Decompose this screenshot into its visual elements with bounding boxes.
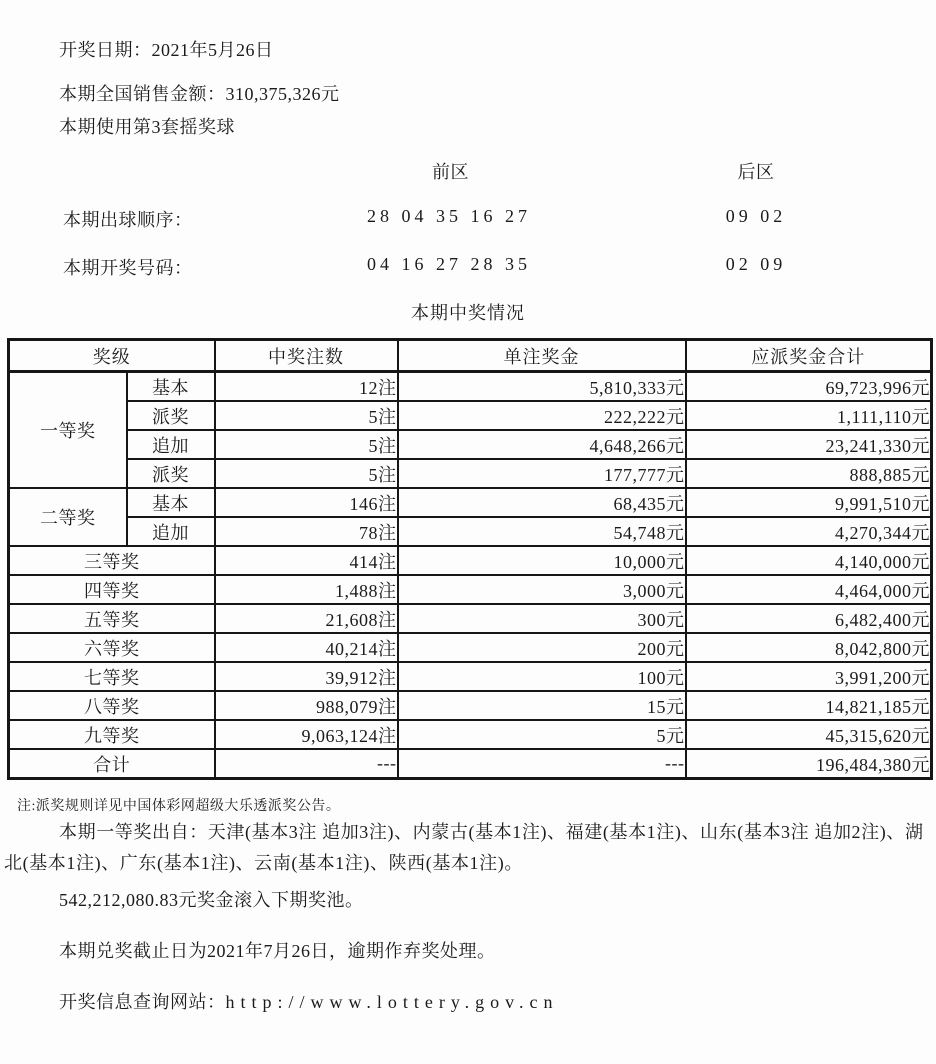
draw-order-label: 本期出球顺序： — [63, 210, 193, 230]
header-level: 奖级 — [9, 340, 215, 372]
single-prize-cell: 5,810,333元 — [398, 372, 686, 402]
count-cell: 9,063,124注 — [215, 720, 398, 749]
count-cell: --- — [215, 749, 398, 779]
table-row — [9, 662, 932, 691]
total-prize-cell: 8,042,800元 — [686, 633, 932, 662]
header-count: 中奖注数 — [215, 340, 398, 372]
count-cell: 146注 — [215, 488, 398, 517]
level-cell: 五等奖 — [9, 604, 215, 633]
level-cell: 二等奖 — [9, 488, 127, 546]
winning-numbers-label: 本期开奖号码： — [63, 258, 193, 278]
single-prize-cell: 3,000元 — [398, 575, 686, 604]
count-cell: 414注 — [215, 546, 398, 575]
table-row — [9, 633, 932, 662]
winning-back-numbers: 02 09 — [725, 254, 787, 274]
count-cell: 40,214注 — [215, 633, 398, 662]
level-cell: 八等奖 — [9, 691, 215, 720]
website-url: http://www.lottery.gov.cn — [225, 992, 559, 1012]
count-cell: 5注 — [215, 401, 398, 430]
website-line — [59, 988, 558, 1014]
payout-rule-note: 注:派奖规则详见中国体彩网超级大乐透派奖公告。 — [17, 799, 341, 814]
first-prize-origin-paragraph: 本期一等奖出自：天津(基本3注 追加3注)、内蒙古(基本1注)、福建(基本1注)、山东(基本3注 追加2注)、湖北(基本1注)、广东(基本1注)、云南(基本1注)、陕西(基本1注)。 — [4, 822, 924, 873]
total-prize-cell: 6,482,400元 — [686, 604, 932, 633]
subtype-cell: 派奖 — [127, 459, 215, 488]
table-row — [9, 575, 932, 604]
sales-amount-line — [59, 80, 340, 106]
draw-date-value: 2021年5月26日 — [151, 40, 274, 60]
total-prize-cell: 23,241,330元 — [686, 430, 932, 459]
count-cell: 5注 — [215, 459, 398, 488]
level-cell: 四等奖 — [9, 575, 215, 604]
single-prize-cell: --- — [398, 749, 686, 779]
draw-order-back-numbers: 09 02 — [725, 206, 787, 226]
total-prize-cell: 69,723,996元 — [686, 372, 932, 402]
table-row — [9, 430, 932, 459]
table-row — [9, 459, 932, 488]
total-prize-cell: 4,270,344元 — [686, 517, 932, 546]
level-cell: 三等奖 — [9, 546, 215, 575]
level-cell: 九等奖 — [9, 720, 215, 749]
single-prize-cell: 4,648,266元 — [398, 430, 686, 459]
prize-table-header-row — [9, 340, 932, 372]
redeem-deadline-line: 本期兑奖截止日为2021年7月26日，逾期作弃奖处理。 — [59, 941, 496, 961]
ball-set-line: 本期使用第3套摇奖球 — [59, 117, 235, 137]
single-prize-cell: 300元 — [398, 604, 686, 633]
total-prize-cell: 3,991,200元 — [686, 662, 932, 691]
count-cell: 39,912注 — [215, 662, 398, 691]
total-prize-cell: 4,140,000元 — [686, 546, 932, 575]
website-label: 开奖信息查询网站： — [59, 992, 226, 1012]
front-zone-label: 前区 — [432, 162, 469, 182]
count-cell: 5注 — [215, 430, 398, 459]
total-prize-cell: 196,484,380元 — [686, 749, 932, 779]
draw-order-front-numbers: 28 04 35 16 27 — [367, 206, 531, 226]
total-prize-cell: 14,821,185元 — [686, 691, 932, 720]
table-row — [9, 604, 932, 633]
table-row — [9, 546, 932, 575]
level-cell: 六等奖 — [9, 633, 215, 662]
count-cell: 78注 — [215, 517, 398, 546]
single-prize-cell: 200元 — [398, 633, 686, 662]
level-cell: 合计 — [9, 749, 215, 779]
single-prize-cell: 15元 — [398, 691, 686, 720]
prize-table-title: 本期中奖情况 — [411, 303, 525, 323]
total-prize-cell: 888,885元 — [686, 459, 932, 488]
count-cell: 1,488注 — [215, 575, 398, 604]
count-cell: 21,608注 — [215, 604, 398, 633]
subtype-cell: 追加 — [127, 517, 215, 546]
count-cell: 12注 — [215, 372, 398, 402]
total-prize-cell: 45,315,620元 — [686, 720, 932, 749]
subtype-cell: 追加 — [127, 430, 215, 459]
back-zone-label: 后区 — [737, 162, 775, 182]
sales-amount-label: 本期全国销售金额： — [59, 84, 226, 104]
single-prize-cell: 177,777元 — [398, 459, 686, 488]
table-row — [9, 488, 932, 517]
subtype-cell: 派奖 — [127, 401, 215, 430]
table-row-total — [9, 749, 932, 779]
table-row — [9, 691, 932, 720]
table-row — [9, 517, 932, 546]
single-prize-cell: 54,748元 — [398, 517, 686, 546]
rollover-line: 542,212,080.83元奖金滚入下期奖池。 — [59, 890, 364, 910]
single-prize-cell: 222,222元 — [398, 401, 686, 430]
single-prize-cell: 68,435元 — [398, 488, 686, 517]
header-single-prize: 单注奖金 — [398, 340, 686, 372]
level-cell: 一等奖 — [9, 372, 127, 489]
level-cell: 七等奖 — [9, 662, 215, 691]
single-prize-cell: 100元 — [398, 662, 686, 691]
count-cell: 988,079注 — [215, 691, 398, 720]
total-prize-cell: 9,991,510元 — [686, 488, 932, 517]
subtype-cell: 基本 — [127, 372, 215, 402]
table-row — [9, 401, 932, 430]
total-prize-cell: 1,111,110元 — [686, 401, 932, 430]
winning-front-numbers: 04 16 27 28 35 — [367, 254, 531, 274]
sales-amount-value: 310,375,326元 — [225, 84, 340, 104]
draw-date-label: 开奖日期： — [59, 40, 152, 60]
total-prize-cell: 4,464,000元 — [686, 575, 932, 604]
single-prize-cell: 5元 — [398, 720, 686, 749]
table-row — [9, 372, 932, 402]
header-total-prize: 应派奖金合计 — [686, 340, 932, 372]
subtype-cell: 基本 — [127, 488, 215, 517]
prize-table — [7, 338, 933, 780]
table-row — [9, 720, 932, 749]
draw-date-line — [59, 36, 274, 62]
single-prize-cell: 10,000元 — [398, 546, 686, 575]
